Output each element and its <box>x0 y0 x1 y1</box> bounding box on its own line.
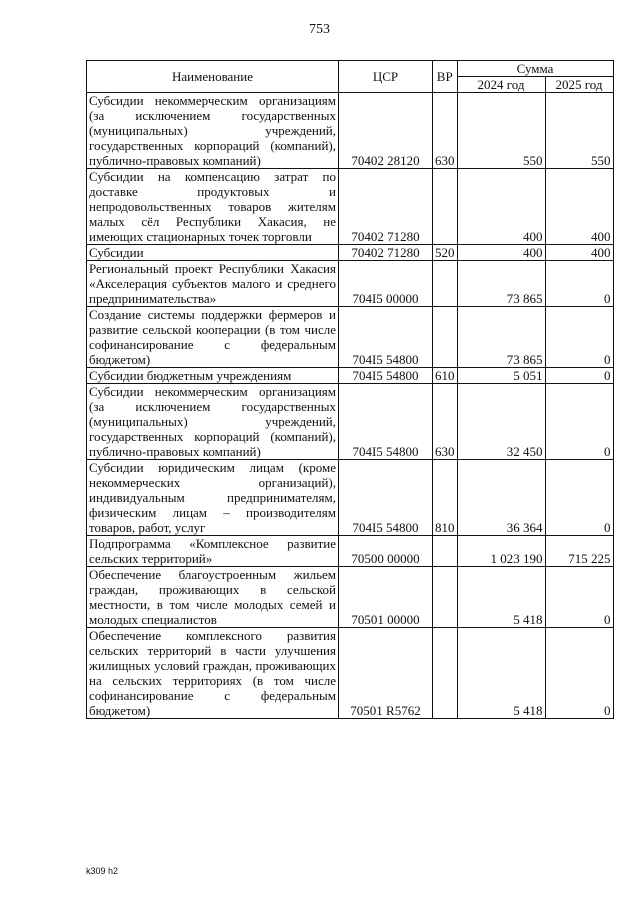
row-name: Подпрограмма «Комплексное развитие сельских территорий» <box>87 536 339 567</box>
row-name: Региональный проект Республики Хакасия «Акселерация субъектов малого и среднего предпринимательства» <box>87 261 339 307</box>
row-vr: 520 <box>433 245 458 261</box>
row-value-2025: 715 225 <box>545 536 613 567</box>
header-vr: ВР <box>433 61 458 93</box>
row-name: Субсидии <box>87 245 339 261</box>
row-csr: 70402 71280 <box>339 169 433 245</box>
row-value-2024: 73 865 <box>457 307 545 368</box>
table-row <box>87 628 614 719</box>
row-value-2025: 0 <box>545 261 613 307</box>
row-csr: 704I5 54800 <box>339 307 433 368</box>
row-value-2025: 0 <box>545 368 613 384</box>
row-name: Субсидии юридическим лицам (кроме некоммерческих организаций), индивидуальным предпринимателям, физическим лицам – производителям товаров, работ, услуг <box>87 460 339 536</box>
row-vr: 810 <box>433 460 458 536</box>
row-name: Обеспечение комплексного развития сельских территорий в части улучшения жилищных условий граждан, проживающих на сельских территориях (в том числе софинансирование с федеральным бюджетом) <box>87 628 339 719</box>
header-year-2024: 2024 год <box>457 77 545 93</box>
row-value-2024: 36 364 <box>457 460 545 536</box>
table-row <box>87 384 614 460</box>
row-csr: 70501 00000 <box>339 567 433 628</box>
header-year-2025: 2025 год <box>545 77 613 93</box>
row-value-2024: 32 450 <box>457 384 545 460</box>
table-row <box>87 536 614 567</box>
row-vr <box>433 567 458 628</box>
table-row <box>87 368 614 384</box>
header-name: Наименование <box>87 61 339 93</box>
table-row <box>87 169 614 245</box>
row-value-2025: 0 <box>545 567 613 628</box>
row-value-2024: 5 051 <box>457 368 545 384</box>
row-csr: 704I5 54800 <box>339 368 433 384</box>
row-value-2024: 400 <box>457 245 545 261</box>
page-number: 753 <box>309 22 330 37</box>
table-row <box>87 307 614 368</box>
row-vr <box>433 307 458 368</box>
row-vr <box>433 536 458 567</box>
row-csr: 70402 28120 <box>339 93 433 169</box>
row-name: Субсидии некоммерческим организациям (за исключением государственных (муниципальных) учреждений, государственных корпораций (компаний), публично-правовых компаний) <box>87 93 339 169</box>
table-row <box>87 261 614 307</box>
row-value-2025: 0 <box>545 384 613 460</box>
row-vr <box>433 261 458 307</box>
row-csr: 70501 R5762 <box>339 628 433 719</box>
row-vr <box>433 169 458 245</box>
row-value-2024: 550 <box>457 93 545 169</box>
row-value-2025: 550 <box>545 93 613 169</box>
row-value-2024: 1 023 190 <box>457 536 545 567</box>
table-row <box>87 567 614 628</box>
row-value-2025: 400 <box>545 245 613 261</box>
row-value-2024: 5 418 <box>457 567 545 628</box>
row-name: Обеспечение благоустроенным жильем граждан, проживающих в сельской местности, в том числе молодых семей и молодых специалистов <box>87 567 339 628</box>
row-vr <box>433 628 458 719</box>
row-value-2025: 0 <box>545 460 613 536</box>
row-value-2025: 400 <box>545 169 613 245</box>
row-name: Создание системы поддержки фермеров и развитие сельской кооперации (в том числе софинансирование с федеральным бюджетом) <box>87 307 339 368</box>
row-csr: 704I5 54800 <box>339 384 433 460</box>
row-name: Субсидии бюджетным учреждениям <box>87 368 339 384</box>
table-row <box>87 245 614 261</box>
header-sum: Сумма <box>457 61 613 77</box>
table-row <box>87 460 614 536</box>
row-value-2025: 0 <box>545 307 613 368</box>
row-vr: 630 <box>433 384 458 460</box>
table-row <box>87 93 614 169</box>
row-name: Субсидии на компенсацию затрат по доставке продуктовых и непродовольственных товаров жителям малых сёл Республики Хакасия, не имеющих стационарных точек торговли <box>87 169 339 245</box>
row-value-2024: 73 865 <box>457 261 545 307</box>
row-csr: 70402 71280 <box>339 245 433 261</box>
row-value-2024: 400 <box>457 169 545 245</box>
row-value-2024: 5 418 <box>457 628 545 719</box>
row-csr: 70500 00000 <box>339 536 433 567</box>
budget-table <box>86 60 614 719</box>
row-value-2025: 0 <box>545 628 613 719</box>
row-csr: 704I5 00000 <box>339 261 433 307</box>
footer-code: k309 h2 <box>86 866 119 876</box>
row-vr: 610 <box>433 368 458 384</box>
row-vr: 630 <box>433 93 458 169</box>
row-csr: 704I5 54800 <box>339 460 433 536</box>
row-name: Субсидии некоммерческим организациям (за исключением государственных (муниципальных) учреждений, государственных корпораций (компаний), публично-правовых компаний) <box>87 384 339 460</box>
header-csr: ЦСР <box>339 61 433 93</box>
